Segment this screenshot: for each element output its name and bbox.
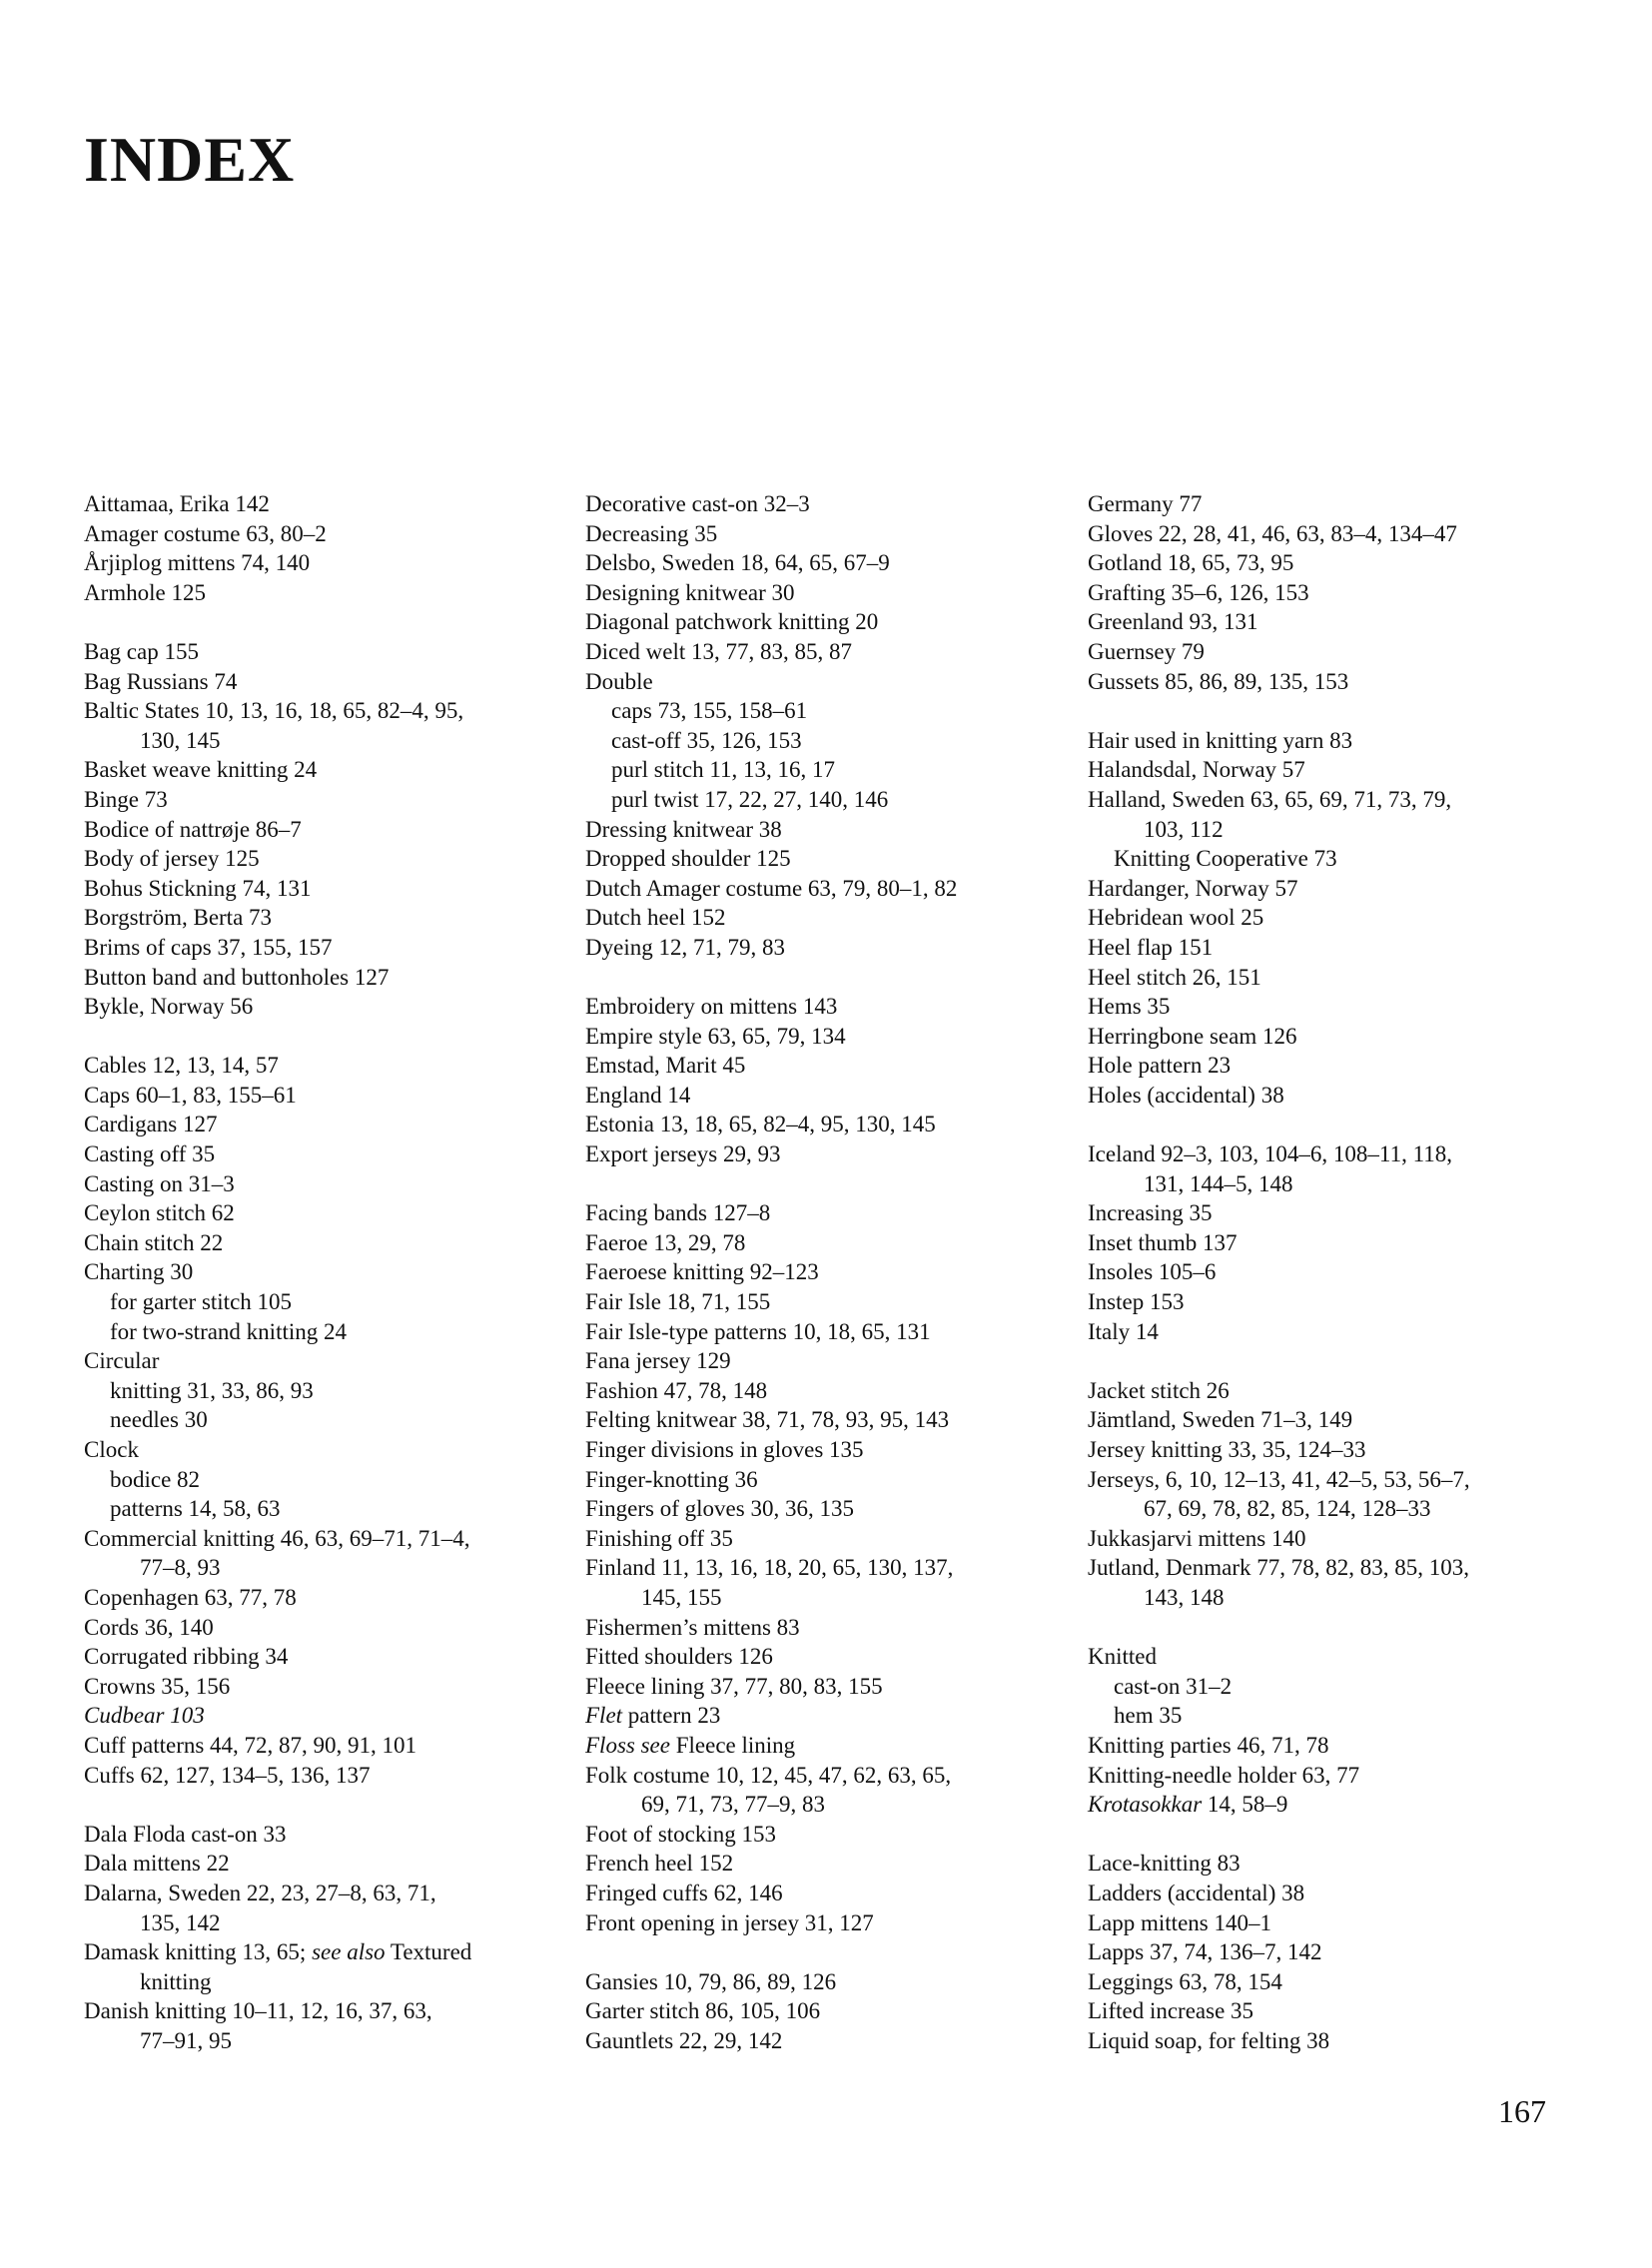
- index-entry: Lapp mittens 140–1: [1088, 1909, 1271, 1935]
- index-entry: Finger divisions in gloves 135: [585, 1437, 864, 1462]
- index-entry: Button band and buttonholes 127: [84, 964, 390, 990]
- index-entry: Knitting parties 46, 71, 78: [1088, 1732, 1329, 1758]
- index-entry-continuation: 130, 145: [140, 727, 221, 753]
- index-entry: Lifted increase 35: [1088, 1998, 1254, 2024]
- index-entry-continuation: 131, 144–5, 148: [1144, 1170, 1293, 1196]
- index-entry: Basket weave knitting 24: [84, 757, 318, 783]
- index-entry: Cudbear 103: [84, 1703, 205, 1729]
- index-entry: Clock: [84, 1437, 139, 1462]
- index-entry: Casting off 35: [84, 1141, 216, 1167]
- index-entry: Grafting 35–6, 126, 153: [1088, 579, 1309, 605]
- page-number: 167: [1498, 2093, 1546, 2129]
- index-entry: Dyeing 12, 71, 79, 83: [585, 934, 785, 960]
- index-entry: Garter stitch 86, 105, 106: [585, 1998, 821, 2024]
- index-entry: England 14: [585, 1082, 691, 1108]
- index-subentry: caps 73, 155, 158–61: [611, 698, 808, 724]
- index-entry: Jacket stitch 26: [1088, 1377, 1230, 1403]
- index-entry: Instep 153: [1088, 1289, 1185, 1315]
- index-entry: Ceylon stitch 62: [84, 1200, 235, 1226]
- index-subentry: patterns 14, 58, 63: [110, 1496, 281, 1522]
- index-entry: Bag cap 155: [84, 638, 199, 664]
- index-entry: Cardigans 127: [84, 1112, 218, 1137]
- index-entry: Designing knitwear 30: [585, 579, 795, 605]
- index-entry: Dutch Amager costume 63, 79, 80–1, 82: [585, 875, 958, 901]
- index-entry: Delsbo, Sweden 18, 64, 65, 67–9: [585, 550, 890, 576]
- index-entry: Borgström, Berta 73: [84, 905, 273, 931]
- index-entry-continuation: 103, 112: [1144, 816, 1224, 842]
- index-entry: Jutland, Denmark 77, 78, 82, 83, 85, 103,: [1088, 1555, 1470, 1581]
- index-entry: Halandsdal, Norway 57: [1088, 757, 1305, 783]
- index-entry-rest: 14, 58–9: [1202, 1792, 1288, 1818]
- index-entry: Diced welt 13, 77, 83, 85, 87: [585, 638, 853, 664]
- index-entry: Fingers of gloves 30, 36, 135: [585, 1496, 854, 1522]
- index-entry-italic-term: Floss see: [585, 1732, 670, 1758]
- index-entry: Diagonal patchwork knitting 20: [585, 609, 879, 635]
- index-entry: Damask knitting 13, 65; see also Textured: [84, 1939, 472, 1965]
- index-entry: Dala Floda cast-on 33: [84, 1821, 287, 1847]
- index-entry: Fana jersey 129: [585, 1348, 731, 1374]
- index-entry: Dropped shoulder 125: [585, 846, 791, 872]
- index-entry: Gauntlets 22, 29, 142: [585, 2027, 783, 2053]
- index-entry: Cuff patterns 44, 72, 87, 90, 91, 101: [84, 1732, 417, 1758]
- index-entry: Empire style 63, 65, 79, 134: [585, 1023, 846, 1049]
- index-entry: Felting knitwear 38, 71, 78, 93, 95, 143: [585, 1407, 950, 1433]
- index-entry: Guernsey 79: [1088, 638, 1205, 664]
- index-entry: Greenland 93, 131: [1088, 609, 1258, 635]
- index-subentry: knitting 31, 33, 86, 93: [110, 1377, 314, 1403]
- index-column-1: [84, 489, 553, 2055]
- index-entry-italic-term: Krotasokkar: [1088, 1792, 1203, 1818]
- index-entry: Armhole 125: [84, 579, 207, 605]
- index-entry: Faeroese knitting 92–123: [585, 1259, 819, 1285]
- index-entry: Cables 12, 13, 14, 57: [84, 1053, 279, 1079]
- index-subentry: hem 35: [1114, 1703, 1183, 1729]
- page-title: INDEX: [84, 124, 296, 195]
- index-entry-continuation: 77–91, 95: [140, 2027, 232, 2053]
- index-entry: Finger-knotting 36: [585, 1466, 758, 1492]
- index-entry: Dala mittens 22: [84, 1851, 230, 1877]
- index-subentry: cast-on 31–2: [1114, 1673, 1233, 1699]
- index-entry: Faeroe 13, 29, 78: [585, 1229, 746, 1255]
- index-subentry: cast-off 35, 126, 153: [611, 727, 802, 753]
- index-entry: Bag Russians 74: [84, 668, 238, 694]
- index-entry: Dalarna, Sweden 22, 23, 27–8, 63, 71,: [84, 1880, 436, 1905]
- index-subentry: for two-strand knitting 24: [110, 1318, 347, 1344]
- index-entry: Herringbone seam 126: [1088, 1023, 1297, 1049]
- index-entry: Aittamaa, Erika 142: [84, 491, 270, 516]
- index-entry: Decorative cast-on 32–3: [585, 491, 810, 516]
- index-entry: Circular: [84, 1348, 160, 1374]
- index-entry: Export jerseys 29, 93: [585, 1141, 781, 1167]
- index-entry-continuation: 135, 142: [140, 1909, 221, 1935]
- index-entry: French heel 152: [585, 1851, 734, 1877]
- index-entry: Increasing 35: [1088, 1200, 1213, 1226]
- index-entry-italic-term: Flet: [585, 1703, 623, 1729]
- index-entry: Bohus Stickning 74, 131: [84, 875, 312, 901]
- index-entry: Heel flap 151: [1088, 934, 1214, 960]
- index-entry-continuation: 143, 148: [1144, 1584, 1225, 1610]
- index-entry: [1088, 1790, 1557, 1820]
- index-entry: Finland 11, 13, 16, 18, 20, 65, 130, 137,: [585, 1555, 954, 1581]
- index-entry: Corrugated ribbing 34: [84, 1644, 289, 1670]
- index-entry-continuation: knitting: [140, 1968, 212, 1994]
- index-subentry: purl twist 17, 22, 27, 140, 146: [611, 786, 889, 812]
- index-entry: Fitted shoulders 126: [585, 1644, 773, 1670]
- index-entry: Gloves 22, 28, 41, 46, 63, 83–4, 134–47: [1088, 520, 1457, 546]
- index-entry: Fringed cuffs 62, 146: [585, 1880, 783, 1905]
- index-subentry: purl stitch 11, 13, 16, 17: [611, 757, 836, 783]
- index-entry: Hole pattern 23: [1088, 1053, 1232, 1079]
- index-subentry: Knitting Cooperative 73: [1114, 846, 1337, 872]
- index-entry: Embroidery on mittens 143: [585, 994, 838, 1020]
- index-entry: Amager costume 63, 80–2: [84, 520, 327, 546]
- index-entry-continuation: 67, 69, 78, 82, 85, 124, 128–33: [1144, 1496, 1431, 1522]
- index-entry: [585, 1731, 1055, 1761]
- index-entry: Foot of stocking 153: [585, 1821, 777, 1847]
- index-subentry: for garter stitch 105: [110, 1289, 293, 1315]
- index-entry: Casting on 31–3: [84, 1170, 235, 1196]
- index-entry: Chain stitch 22: [84, 1229, 224, 1255]
- cross-reference-italic: see also: [312, 1939, 386, 1965]
- index-entry: Insoles 105–6: [1088, 1259, 1217, 1285]
- index-entry: Gotland 18, 65, 73, 95: [1088, 550, 1294, 576]
- index-entry: Fair Isle-type patterns 10, 18, 65, 131: [585, 1318, 931, 1344]
- index-entry: Hair used in knitting yarn 83: [1088, 727, 1353, 753]
- index-entry: Italy 14: [1088, 1318, 1159, 1344]
- index-entry: Jersey knitting 33, 35, 124–33: [1088, 1437, 1366, 1462]
- index-column-3: [1088, 489, 1557, 2055]
- index-entry: Dutch heel 152: [585, 905, 726, 931]
- index-entry: Iceland 92–3, 103, 104–6, 108–11, 118,: [1088, 1141, 1452, 1167]
- index-entry: Leggings 63, 78, 154: [1088, 1968, 1282, 1994]
- index-entry: Holes (accidental) 38: [1088, 1082, 1284, 1108]
- index-entry: Body of jersey 125: [84, 846, 260, 872]
- index-entry: Bykle, Norway 56: [84, 994, 254, 1020]
- index-column-2: [585, 489, 1055, 2055]
- index-entry: Binge 73: [84, 786, 168, 812]
- index-entry: Bodice of nattrøje 86–7: [84, 816, 302, 842]
- index-entry: Decreasing 35: [585, 520, 718, 546]
- index-entry-continuation: 145, 155: [641, 1584, 722, 1610]
- index-entry: Cuffs 62, 127, 134–5, 136, 137: [84, 1762, 371, 1788]
- index-entry: Halland, Sweden 63, 65, 69, 71, 73, 79,: [1088, 786, 1452, 812]
- index-entry: Double: [585, 668, 653, 694]
- index-entry: Baltic States 10, 13, 16, 18, 65, 82–4, 95,: [84, 698, 464, 724]
- index-entry: Hebridean wool 25: [1088, 905, 1264, 931]
- index-entry: Hems 35: [1088, 994, 1171, 1020]
- index-entry: Ladders (accidental) 38: [1088, 1880, 1305, 1905]
- index-entry: Fleece lining 37, 77, 80, 83, 155: [585, 1673, 883, 1699]
- index-entry: Germany 77: [1088, 491, 1203, 516]
- index-entry: Fair Isle 18, 71, 155: [585, 1289, 771, 1315]
- index-entry: Crowns 35, 156: [84, 1673, 231, 1699]
- index-subentry: needles 30: [110, 1407, 208, 1433]
- index-entry: Hardanger, Norway 57: [1088, 875, 1298, 901]
- index-entry: Front opening in jersey 31, 127: [585, 1909, 874, 1935]
- index-entry: Jämtland, Sweden 71–3, 149: [1088, 1407, 1353, 1433]
- index-entry: Commercial knitting 46, 63, 69–71, 71–4,: [84, 1525, 470, 1551]
- index-entry: Lapps 37, 74, 136–7, 142: [1088, 1939, 1322, 1965]
- index-entry: Lace-knitting 83: [1088, 1851, 1240, 1877]
- index-entry-rest: Fleece lining: [669, 1732, 796, 1758]
- index-entry: Danish knitting 10–11, 12, 16, 37, 63,: [84, 1998, 432, 2024]
- index-entry: Knitting-needle holder 63, 77: [1088, 1762, 1360, 1788]
- index-entry: Estonia 13, 18, 65, 82–4, 95, 130, 145: [585, 1112, 936, 1137]
- index-entry: [585, 1701, 1055, 1731]
- index-entry-continuation: 77–8, 93: [140, 1555, 221, 1581]
- index-entry: Gansies 10, 79, 86, 89, 126: [585, 1968, 837, 1994]
- index-entry: Jukkasjarvi mittens 140: [1088, 1525, 1306, 1551]
- index-entry: Liquid soap, for felting 38: [1088, 2027, 1330, 2053]
- index-entry: Facing bands 127–8: [585, 1200, 771, 1226]
- index-entry: Fishermen’s mittens 83: [585, 1614, 800, 1640]
- index-entry: Cords 36, 140: [84, 1614, 214, 1640]
- index-entry: Jerseys, 6, 10, 12–13, 41, 42–5, 53, 56–7,: [1088, 1466, 1470, 1492]
- index-entry: Caps 60–1, 83, 155–61: [84, 1082, 297, 1108]
- index-entry: Gussets 85, 86, 89, 135, 153: [1088, 668, 1349, 694]
- index-entry: Inset thumb 137: [1088, 1229, 1238, 1255]
- index-entry: Emstad, Marit 45: [585, 1053, 746, 1079]
- index-entry-continuation: 69, 71, 73, 77–9, 83: [641, 1792, 825, 1818]
- index-entry-rest: pattern 23: [622, 1703, 721, 1729]
- index-entry: Knitted: [1088, 1644, 1157, 1670]
- index-entry: Charting 30: [84, 1259, 194, 1285]
- index-entry: Dressing knitwear 38: [585, 816, 782, 842]
- index-entry: Brims of caps 37, 155, 157: [84, 934, 333, 960]
- index-entry: Finishing off 35: [585, 1525, 733, 1551]
- index-entry: Årjiplog mittens 74, 140: [84, 550, 311, 576]
- index-entry: Copenhagen 63, 77, 78: [84, 1584, 297, 1610]
- index-entry: Heel stitch 26, 151: [1088, 964, 1261, 990]
- index-entry: Folk costume 10, 12, 45, 47, 62, 63, 65,: [585, 1762, 952, 1788]
- index-entry: Fashion 47, 78, 148: [585, 1377, 768, 1403]
- index-subentry: bodice 82: [110, 1466, 201, 1492]
